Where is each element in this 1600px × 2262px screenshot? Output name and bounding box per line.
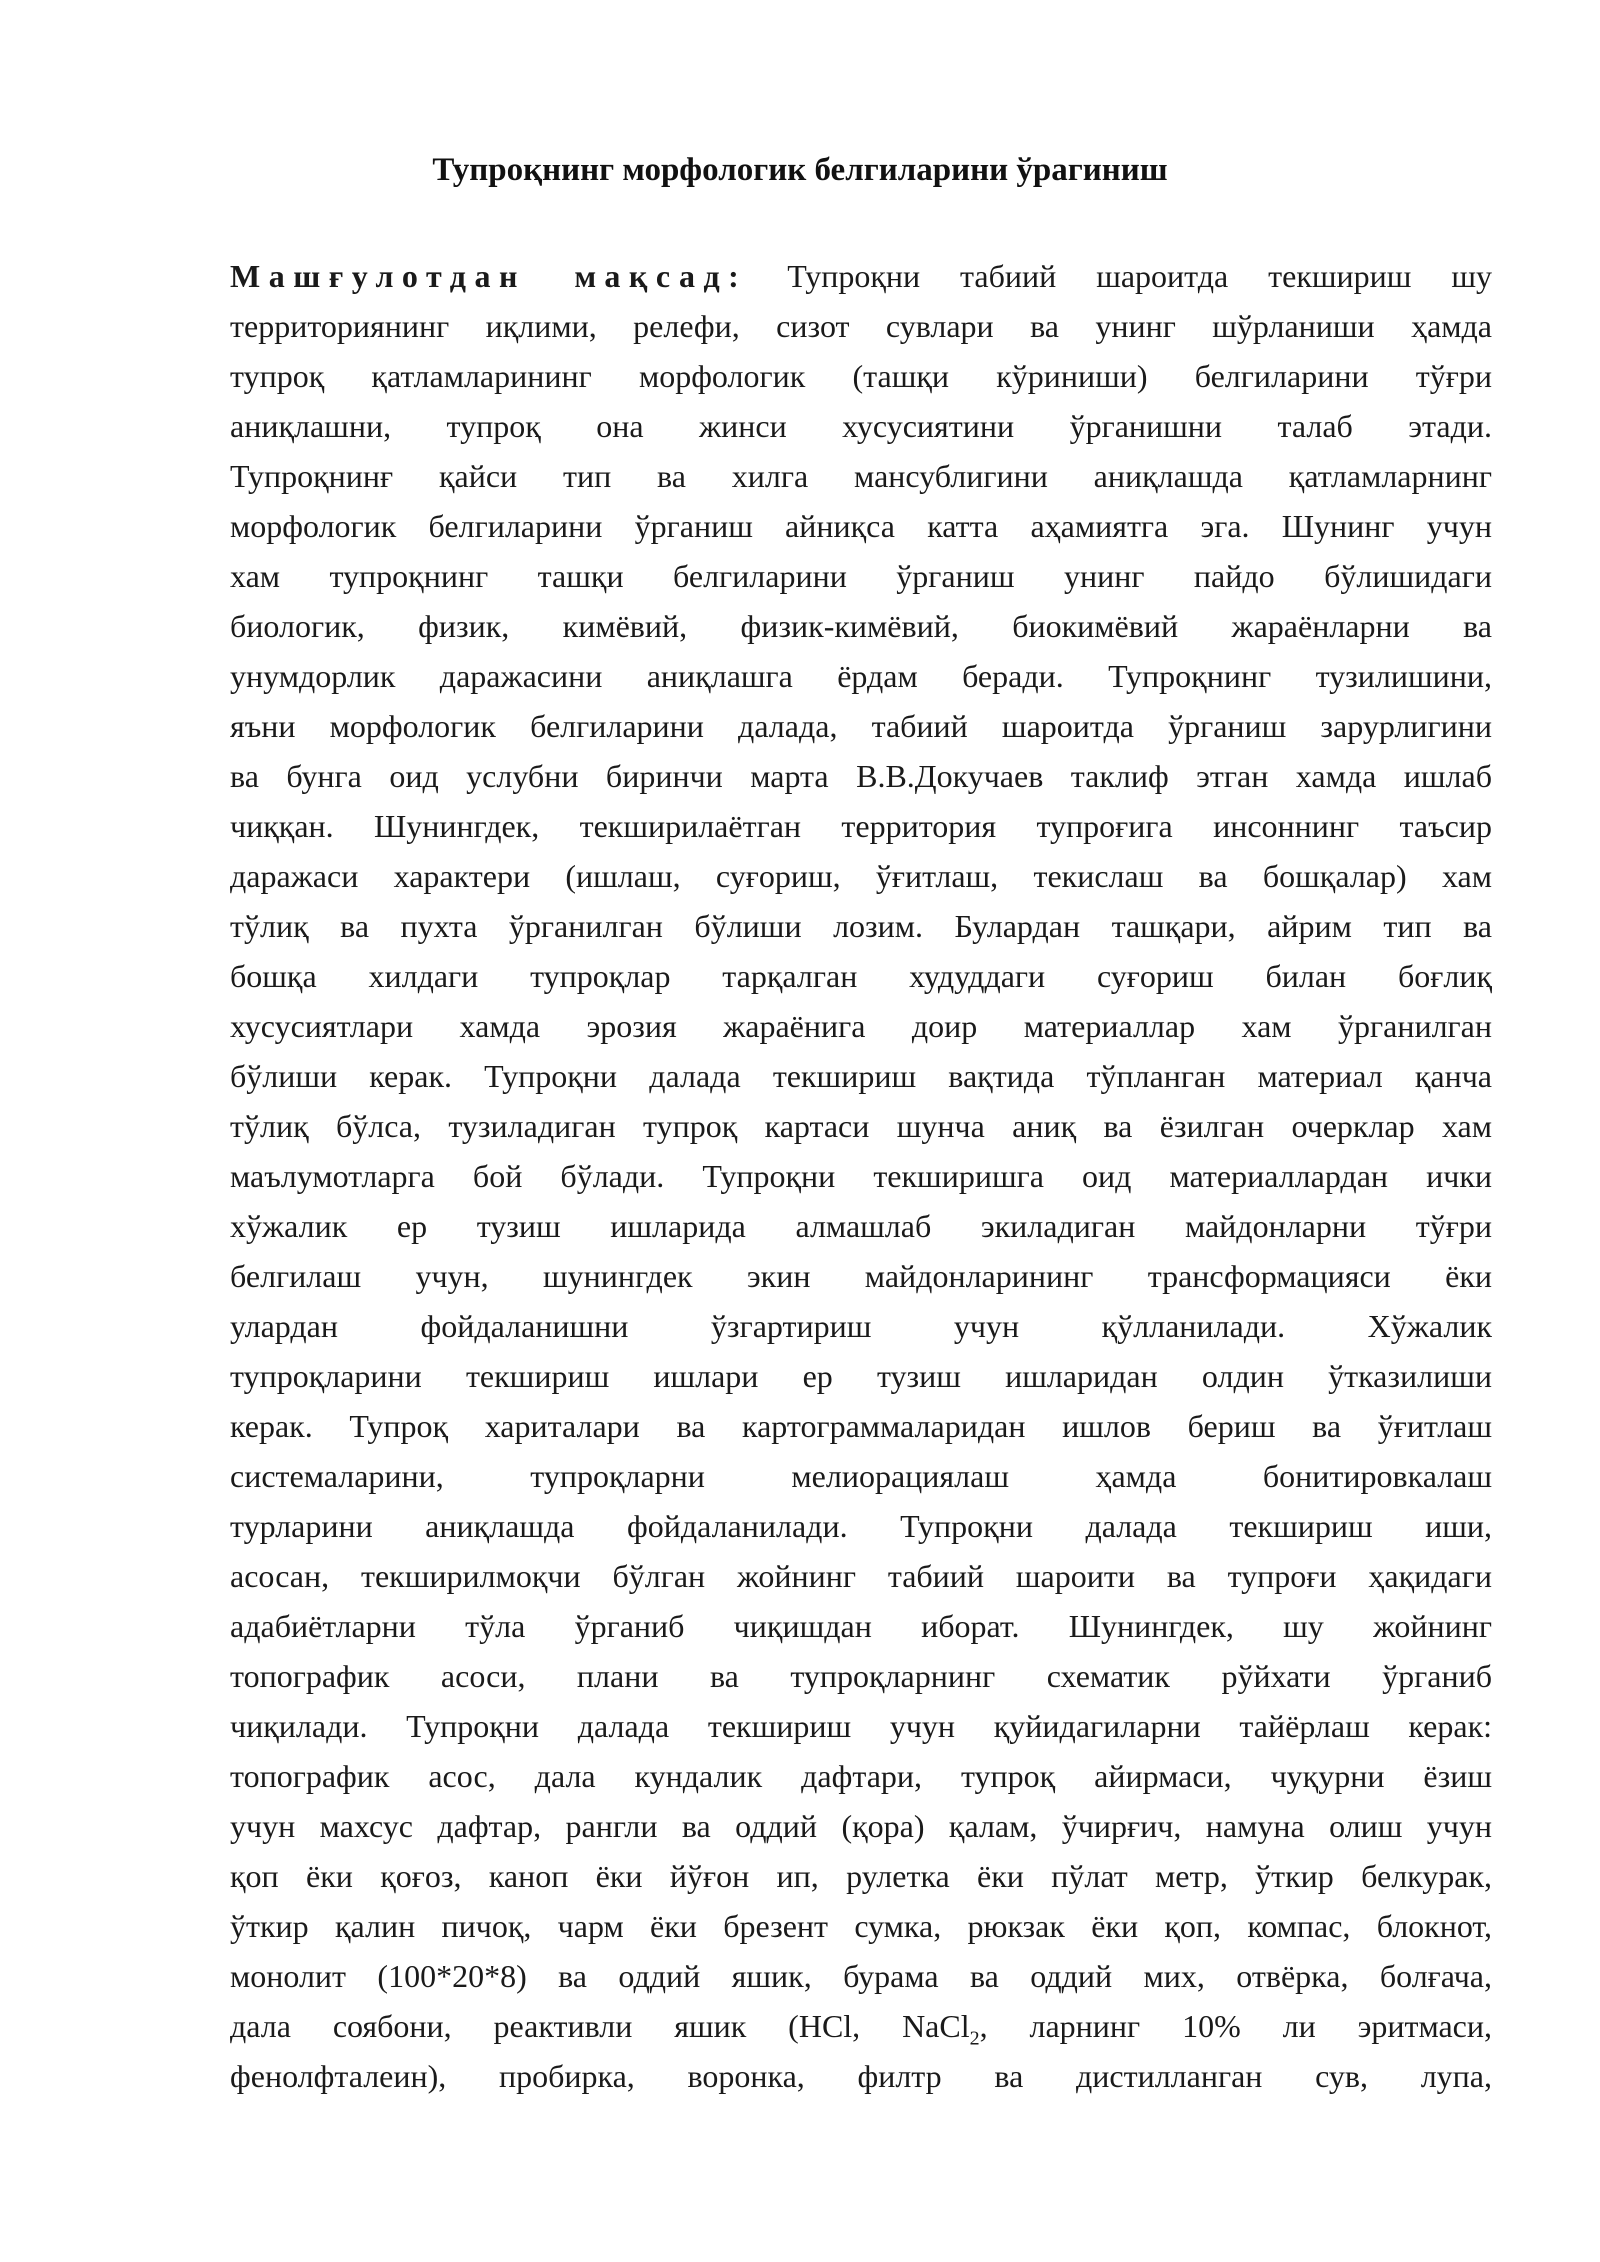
body-line-18: маълумотларга бой бўлади. Тупроқни текширишга оид материаллардан ички <box>230 1158 1492 1194</box>
chem-line-before: дала соябони, реактивли яшик (HCl, NaCl <box>230 2008 970 2044</box>
chem-line-after: , ларнинг 10% ли эритмаси, <box>979 2008 1492 2044</box>
body-line-5: морфологик белгиларини ўрганиш айниқса катта аҳамиятга эга. Шунинг учун <box>230 508 1492 544</box>
chem-subscript: 2 <box>969 2027 980 2050</box>
body-line-31: учун махсус дафтар, рангли ва оддий (қора) қалам, ўчирғич, намуна олиш учун <box>230 1808 1492 1844</box>
body-line-3: аниқлашни, тупроқ она жинси хусусиятини ўрганишни талаб этади. <box>230 408 1492 444</box>
body-line-2: тупроқ қатламларининг морфологик (ташқи кўриниши) белгиларини тўғри <box>230 358 1492 394</box>
body-line-34: монолит (100*20*8) ва оддий яшик, бурама ва оддий мих, отвёрка, болғача, <box>230 1958 1492 1994</box>
body-line-27: адабиётларни тўла ўрганиб чиқишдан иборат. Шунингдек, шу жойнинг <box>230 1608 1492 1644</box>
body-line-23: керак. Тупроқ хариталари ва картограммаларидан ишлов бериш ва ўғитлаш <box>230 1408 1492 1444</box>
body-line-7: биологик, физик, кимёвий, физик-кимёвий, биокимёвий жараёнларни ва <box>230 608 1492 644</box>
body-line-9: яъни морфологик белгиларини далада, табиий шароитда ўрганиш зарурлигини <box>230 708 1492 744</box>
body-line-17: тўлиқ бўлса, тузиладиган тупроқ картаси шунча аниқ ва ёзилган очерклар хам <box>230 1108 1492 1144</box>
document-title: Тупроқнинг морфологик белгиларини ўрагиниш <box>432 152 1168 188</box>
body-line-10: ва бунга оид услубни биринчи марта В.В.Докучаев таклиф этган хамда ишлаб <box>230 758 1492 794</box>
body-line-15: хусусиятлари хамда эрозия жараёнига доир материаллар хам ўрганилган <box>230 1008 1492 1044</box>
body-line-4: Тупроқнинғ қайси тип ва хилга мансублигини аниқлашда қатламларнинг <box>230 458 1492 494</box>
body-line-32: қоп ёки қоғоз, каноп ёки йўғон ип, рулетка ёки пўлат метр, ўткир белкурак, <box>230 1858 1492 1894</box>
body-line-chem <box>230 2001 1492 2051</box>
body-line-19: хўжалик ер тузиш ишларида алмашлаб экиладиган майдонларни тўғри <box>230 1208 1492 1244</box>
body-line-last: фенолфталеин), пробирка, воронка, филтр ва дистилланган сув, лупа, <box>230 2058 1492 2094</box>
document-body <box>230 251 1492 2101</box>
body-line-30: топографик асос, дала кундалик дафтари, тупроқ айирмаси, чуқурни ёзиш <box>230 1758 1492 1794</box>
body-line-8: унумдорлик даражасини аниқлашга ёрдам беради. Тупроқнинг тузилишини, <box>230 658 1492 694</box>
body-line-0: Тупроқни табиий шароитда текшириш шу <box>787 258 1492 294</box>
body-line-13: тўлиқ ва пухта ўрганилган бўлиши лозим. Булардан ташқари, айрим тип ва <box>230 908 1492 944</box>
body-line-14: бошқа хилдаги тупроқлар тарқалган худуддаги суғориш билан боғлиқ <box>230 958 1492 994</box>
body-line-29: чиқилади. Тупроқни далада текшириш учун қуйидагиларни тайёрлаш керак: <box>230 1708 1492 1744</box>
body-line-6: хам тупроқнинг ташқи белгиларини ўрганиш унинг пайдо бўлишидаги <box>230 558 1492 594</box>
body-line-20: белгилаш учун, шунингдек экин майдонларининг трансформацияси ёки <box>230 1258 1492 1294</box>
body-line-first <box>230 251 1492 301</box>
body-line-28: топографик асоси, плани ва тупроқларнинг схематик рўйхати ўрганиб <box>230 1658 1492 1694</box>
body-line-21: улардан фойдаланишни ўзгартириш учун қўлланилади. Хўжалик <box>230 1308 1492 1344</box>
lead-label: Машғулотдан мақсад: <box>230 258 748 294</box>
body-line-1: территориянинг иқлими, релефи, сизот сувлари ва унинг шўрланиши ҳамда <box>230 308 1492 344</box>
body-line-33: ўткир қалин пичоқ, чарм ёки брезент сумка, рюкзак ёки қоп, компас, блокнот, <box>230 1908 1492 1944</box>
body-line-25: турларини аниқлашда фойдаланилади. Тупроқни далада текшириш иши, <box>230 1508 1492 1544</box>
body-line-16: бўлиши керак. Тупроқни далада текшириш вақтида тўпланган материал қанча <box>230 1058 1492 1094</box>
body-line-24: системаларини, тупроқларни мелиорациялаш ҳамда бонитировкалаш <box>230 1458 1492 1494</box>
body-line-12: даражаси характери (ишлаш, суғориш, ўғитлаш, текислаш ва бошқалар) хам <box>230 858 1492 894</box>
body-line-22: тупроқларини текшириш ишлари ер тузиш ишларидан олдин ўтказилиши <box>230 1358 1492 1394</box>
body-line-26: асосан, текширилмоқчи бўлган жойнинг табиий шароити ва тупроғи ҳақидаги <box>230 1558 1492 1594</box>
body-line-11: чиққан. Шунингдек, текширилаётган территория тупроғига инсоннинг таъсир <box>230 808 1492 844</box>
